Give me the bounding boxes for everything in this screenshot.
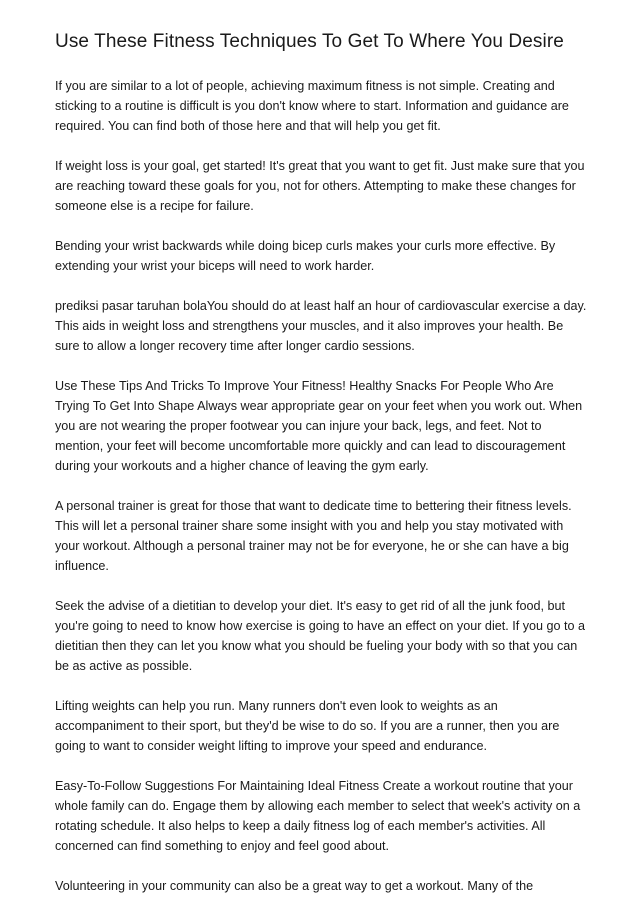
paragraph-1: If you are similar to a lot of people, achieving maximum fitness is not simple. Creating and sticking to a routine is difficult is you don't know where to start. Information and guidance are required. You can find both of those here and that will help you get fit. (55, 79, 569, 133)
paragraph-9: Easy-To-Follow Suggestions For Maintaining Ideal Fitness Create a workout routine that your whole family can do. Engage them by allowing each member to select that week's activity on a rotating schedule. It also helps to keep a daily fitness log of each member's activities. All concerned can find something to enjoy and feel good about. (55, 779, 581, 853)
paragraph-8: Lifting weights can help you run. Many runners don't even look to weights as an accompaniment to their sport, but they'd be wise to do so. If you are a runner, then you are going to want to consider weight lifting to improve your speed and endurance. (55, 699, 560, 753)
paragraph-5: Use These Tips And Tricks To Improve Your Fitness! Healthy Snacks For People Who Are Trying To Get Into Shape Always wear appropriate gear on your feet when you work out. When you are not wearing the proper footwear you can injure your back, legs, and feet. Not to mention, your feet will become uncomfortable more quickly and can lead to discouragement during your workouts and a higher chance of leaving the gym early. (55, 379, 583, 473)
paragraph-7: Seek the advise of a dietitian to develop your diet. It's easy to get rid of all the junk food, but you're going to need to know how exercise is going to have an effect on your diet. If you go to a dietitian then they can let you know what you should be fueling your body with so that you can be as active as possible. (55, 599, 586, 673)
page-title: Use These Fitness Techniques To Get To Where You Desire (55, 31, 564, 52)
paragraph-6: A personal trainer is great for those that want to dedicate time to bettering their fitness levels. This will let a personal trainer share some insight with you and help you stay motivated with your workout. Although a personal trainer may not be for everyone, he or she can have a big influence. (55, 499, 572, 573)
paragraph-10: Volunteering in your community can also be a great way to get a workout. Many of the (55, 879, 534, 893)
paragraph-2: If weight loss is your goal, get started! It's great that you want to get fit. Just make sure that you are reaching toward these goals for you, not for others. Attempting to make these changes for someone else is a recipe for failure. (55, 159, 585, 213)
paragraph-3: Bending your wrist backwards while doing bicep curls makes your curls more effective. By extending your wrist your biceps will need to work harder. (55, 239, 556, 273)
paragraph-4: prediksi pasar taruhan bolaYou should do at least half an hour of cardiovascular exercise a day. This aids in weight loss and strengthens your muscles, and it also improves your health. Be sure to allow a longer recovery time after longer cardio sessions. (55, 299, 587, 353)
